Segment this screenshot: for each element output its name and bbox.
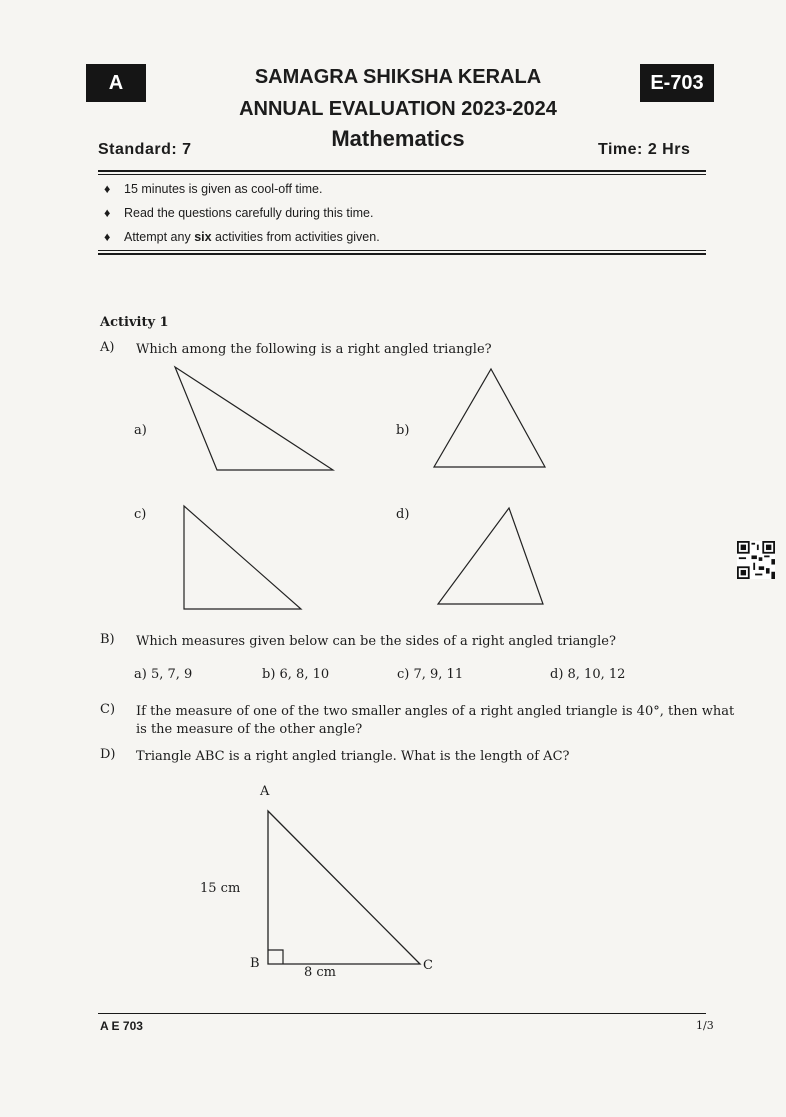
- instruction-text: 15 minutes is given as cool-off time.: [124, 182, 323, 196]
- option-b-label: b): [396, 423, 410, 438]
- option-d-label: d): [396, 507, 410, 522]
- question-a-label: A): [100, 340, 115, 355]
- activity-title: Activity 1: [100, 315, 169, 330]
- question-c-line2: is the measure of the other angle?: [136, 722, 363, 737]
- question-c-label: C): [100, 702, 116, 717]
- right-angle-marker: [268, 950, 283, 964]
- option-c-label: c): [134, 507, 147, 522]
- bullet-icon: ♦: [104, 230, 111, 244]
- triangle-abc: [268, 811, 420, 964]
- option-a-label: a): [134, 423, 147, 438]
- question-b-text: Which measures given below can be the sides of a right angled triangle?: [136, 634, 616, 649]
- triangle-abc-figure: [0, 770, 786, 990]
- instruction-text-bold: six: [194, 230, 212, 244]
- triangle-option-d: [438, 508, 543, 604]
- time-label: Time: 2 Hrs: [598, 141, 691, 158]
- instruction-text-post: activities from activities given.: [211, 230, 380, 244]
- footer-code: A E 703: [100, 1019, 143, 1033]
- subject-title: Mathematics: [331, 126, 465, 151]
- question-b-label: B): [100, 632, 115, 647]
- question-d-text: Triangle ABC is a right angled triangle. What is the length of AC?: [136, 749, 570, 764]
- question-d-label: D): [100, 747, 116, 762]
- triangle-option-b: [434, 369, 545, 467]
- vertex-c-label: C: [423, 958, 433, 973]
- instruction-text: Read the questions carefully during this time.: [124, 206, 374, 220]
- vertex-a-label: A: [260, 784, 270, 799]
- side-bc-label: 8 cm: [304, 965, 337, 980]
- question-a-text: Which among the following is a right angled triangle?: [136, 342, 492, 357]
- bullet-icon: ♦: [104, 182, 111, 196]
- instruction-text-pre: Attempt any: [124, 230, 195, 244]
- bullet-icon: ♦: [104, 206, 111, 220]
- page-number: 1/3: [696, 1019, 714, 1032]
- question-c-line1: If the measure of one of the two smaller angles of a right angled triangle is 40°, then what: [136, 704, 735, 719]
- vertex-b-label: B: [250, 956, 260, 971]
- header-title-line2: ANNUAL EVALUATION 2023-2024: [239, 98, 557, 120]
- question-b-option-d: d) 8, 10, 12: [550, 667, 626, 682]
- triangle-option-c: [184, 506, 301, 609]
- triangle-option-a: [175, 367, 333, 470]
- exam-code-badge: E-703: [640, 64, 714, 102]
- side-ab-label: 15 cm: [200, 881, 241, 896]
- question-b-option-a: a) 5, 7, 9: [134, 667, 193, 682]
- question-b-option-b: b) 6, 8, 10: [262, 667, 330, 682]
- header-title-line1: SAMAGRA SHIKSHA KERALA: [254, 66, 542, 88]
- qr-code: [737, 541, 775, 579]
- footer-divider: [98, 1013, 706, 1014]
- standard-label: Standard: 7: [98, 141, 192, 158]
- question-b-option-c: c) 7, 9, 11: [397, 667, 464, 682]
- set-badge: A: [86, 64, 146, 102]
